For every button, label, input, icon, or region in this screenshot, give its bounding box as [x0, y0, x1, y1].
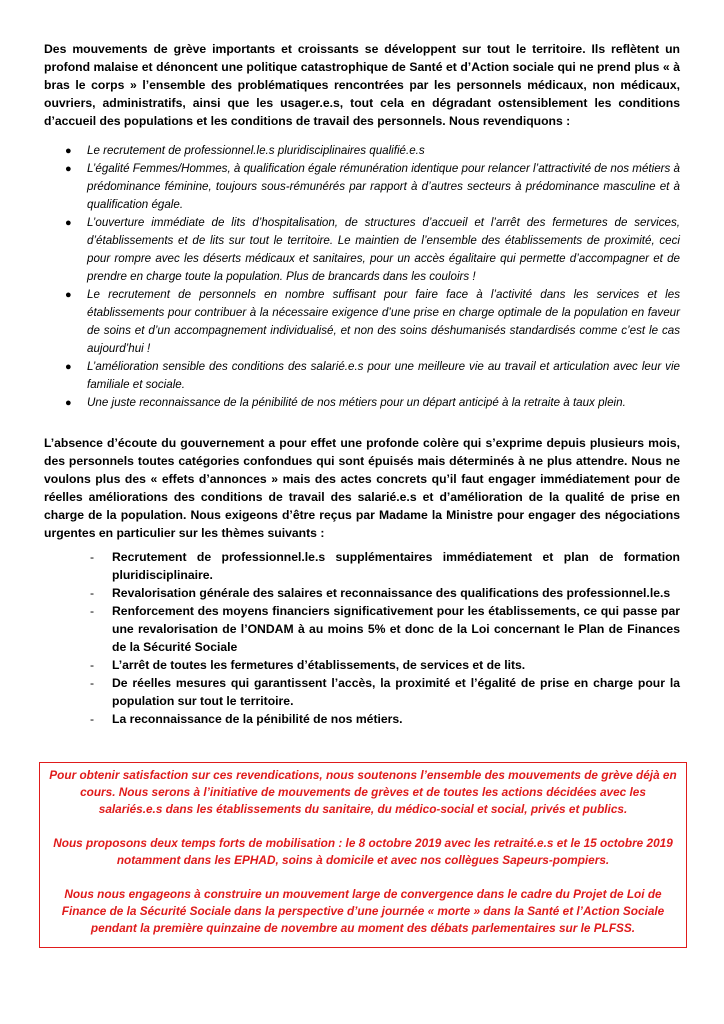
bullet-item — [44, 142, 680, 160]
dash-text: De réelles mesures qui garantissent l’accès, la proximité et l’égalité de prise en charge pour la population sur tout le territoire. — [112, 676, 680, 708]
bullet-item — [44, 358, 680, 394]
dash-icon: - — [90, 658, 95, 672]
bullet-item — [44, 160, 680, 214]
mobilization-callout-box — [39, 762, 687, 948]
callout-paragraph-dates: Nous proposons deux temps forts de mobilisation : le 8 octobre 2019 avec les retraité.e.s et le 15 octobre 2019 notamment dans les EPHAD, soins à domicile et avec nos collègues Sapeurs-pompiers. — [53, 836, 673, 867]
dash-text: Renforcement des moyens financiers significativement pour les établissements, ce qui passe par une revalorisation de l’ONDAM à au moins 5% et donc de la Loi concernant le Plan de Finances de la Sécurité Sociale — [112, 604, 680, 654]
bullet-icon: ● — [65, 163, 72, 175]
negotiation-themes-list — [44, 548, 680, 728]
bullet-text: Une juste reconnaissance de la pénibilité de nos métiers pour un départ anticipé à la retraite à taux plein. — [87, 396, 626, 409]
bullet-text: Le recrutement de personnels en nombre suffisant pour faire face à l’activité dans les services et les établissements pour contribuer à la nécessaire exigence d’une prise en charge optimale de la population en faveur de soins et d’un accompagnement individualisé, et non des soins déshumanisés standardisés comme c’est le cas aujourd’hui ! — [87, 288, 680, 355]
callout-paragraph-support: Pour obtenir satisfaction sur ces revendications, nous soutenons l’ensemble des mouvements de grève déjà en cours. Nous serons à l’initiative de mouvements de grèves et de toutes les actions décidées avec les salariés.e.s dans les établissements du sanitaire, du médico-social et social, privés et publics. — [49, 768, 677, 816]
middle-paragraph: L’absence d’écoute du gouvernement a pour effet une profonde colère qui s’exprime depuis plusieurs mois, des personnels toutes catégories confondues qui sont épuisés mais déterminés à ne plus attendre. Nous ne voulons plus des « effets d’annonces » mais des actes concrets qu’il faut engager immédiatement pour de réelles améliorations des conditions de travail des salarié.e.s et d’amélioration de la qualité de prise en charge de la population. Nous exigeons d’être reçus par Madame la Ministre pour engager des négociations urgentes en particulier sur les thèmes suivants : — [44, 436, 680, 540]
bullet-text: L’ouverture immédiate de lits d’hospitalisation, de structures d’accueil et l’arrêt des fermetures de services, d’établissements et de lits sur tout le territoire. Le maintien de l’ensemble des établissements de proximité, ceci pour rompre avec les déserts médicaux et sanitaires, pour un accès égalitaire qui permette d’accompagner et de prendre en charge toute la population. Plus de brancards dans les couloirs ! — [87, 216, 680, 283]
dash-text: La reconnaissance de la pénibilité de nos métiers. — [112, 712, 403, 726]
dash-icon: - — [90, 676, 95, 690]
dash-icon: - — [90, 604, 95, 618]
dash-icon: - — [90, 712, 95, 726]
bullet-icon: ● — [65, 289, 72, 301]
dash-icon: - — [90, 550, 95, 564]
bullet-icon: ● — [65, 397, 72, 409]
bullet-item — [44, 286, 680, 358]
bullet-icon: ● — [65, 361, 72, 373]
dash-item — [44, 584, 680, 602]
bullet-text: Le recrutement de professionnel.le.s pluridisciplinaires qualifié.e.s — [87, 144, 425, 157]
bullet-text: L’amélioration sensible des conditions des salarié.e.s pour une meilleure vie au travail et articulation avec leur vie familiale et sociale. — [87, 360, 680, 391]
dash-text: Revalorisation générale des salaires et reconnaissance des qualifications des professionnel.le.s — [112, 586, 671, 600]
dash-text: Recrutement de professionnel.le.s supplémentaires immédiatement et plan de formation pluridisciplinaire. — [112, 550, 680, 582]
dash-item — [44, 710, 680, 728]
bullet-text: L’égalité Femmes/Hommes, à qualification égale rémunération identique pour relancer l’attractivité de nos métiers à prédominance féminine, toujours sous-rémunérés par rapport à d’autres secteurs à prédominance masculine et à qualification égale. — [87, 162, 680, 211]
dash-item — [44, 674, 680, 710]
bullet-item — [44, 214, 680, 286]
dash-item — [44, 548, 680, 584]
demands-bullet-list — [44, 142, 680, 412]
bullet-item — [44, 394, 680, 412]
callout-paragraph-convergence: Nous nous engageons à construire un mouvement large de convergence dans le cadre du Projet de Loi de Finance de la Sécurité Sociale dans la perspective d’une journée « morte » dans la Santé et l’Action Sociale pendant la première quinzaine de novembre au moment des débats parlementaires sur le PLFSS. — [61, 887, 665, 935]
dash-item — [44, 602, 680, 656]
bullet-icon: ● — [65, 145, 72, 157]
dash-icon: - — [90, 586, 95, 600]
dash-text: L’arrêt de toutes les fermetures d’établissements, de services et de lits. — [112, 658, 526, 672]
bullet-icon: ● — [65, 217, 72, 229]
dash-item — [44, 656, 680, 674]
intro-paragraph: Des mouvements de grève importants et croissants se développent sur tout le territoire. Ils reflètent un profond malaise et dénoncent une politique catastrophique de Santé et d’Action sociale qui ne prend plus « à bras le corps » l’ensemble des problématiques rencontrées par les personnels médicaux, non médicaux, ouvriers, administratifs, ainsi que les usager.e.s, tout cela en dégradant ostensiblement les conditions d’accueil des populations et les conditions de travail des personnels. Nous revendiquons : — [44, 42, 680, 128]
